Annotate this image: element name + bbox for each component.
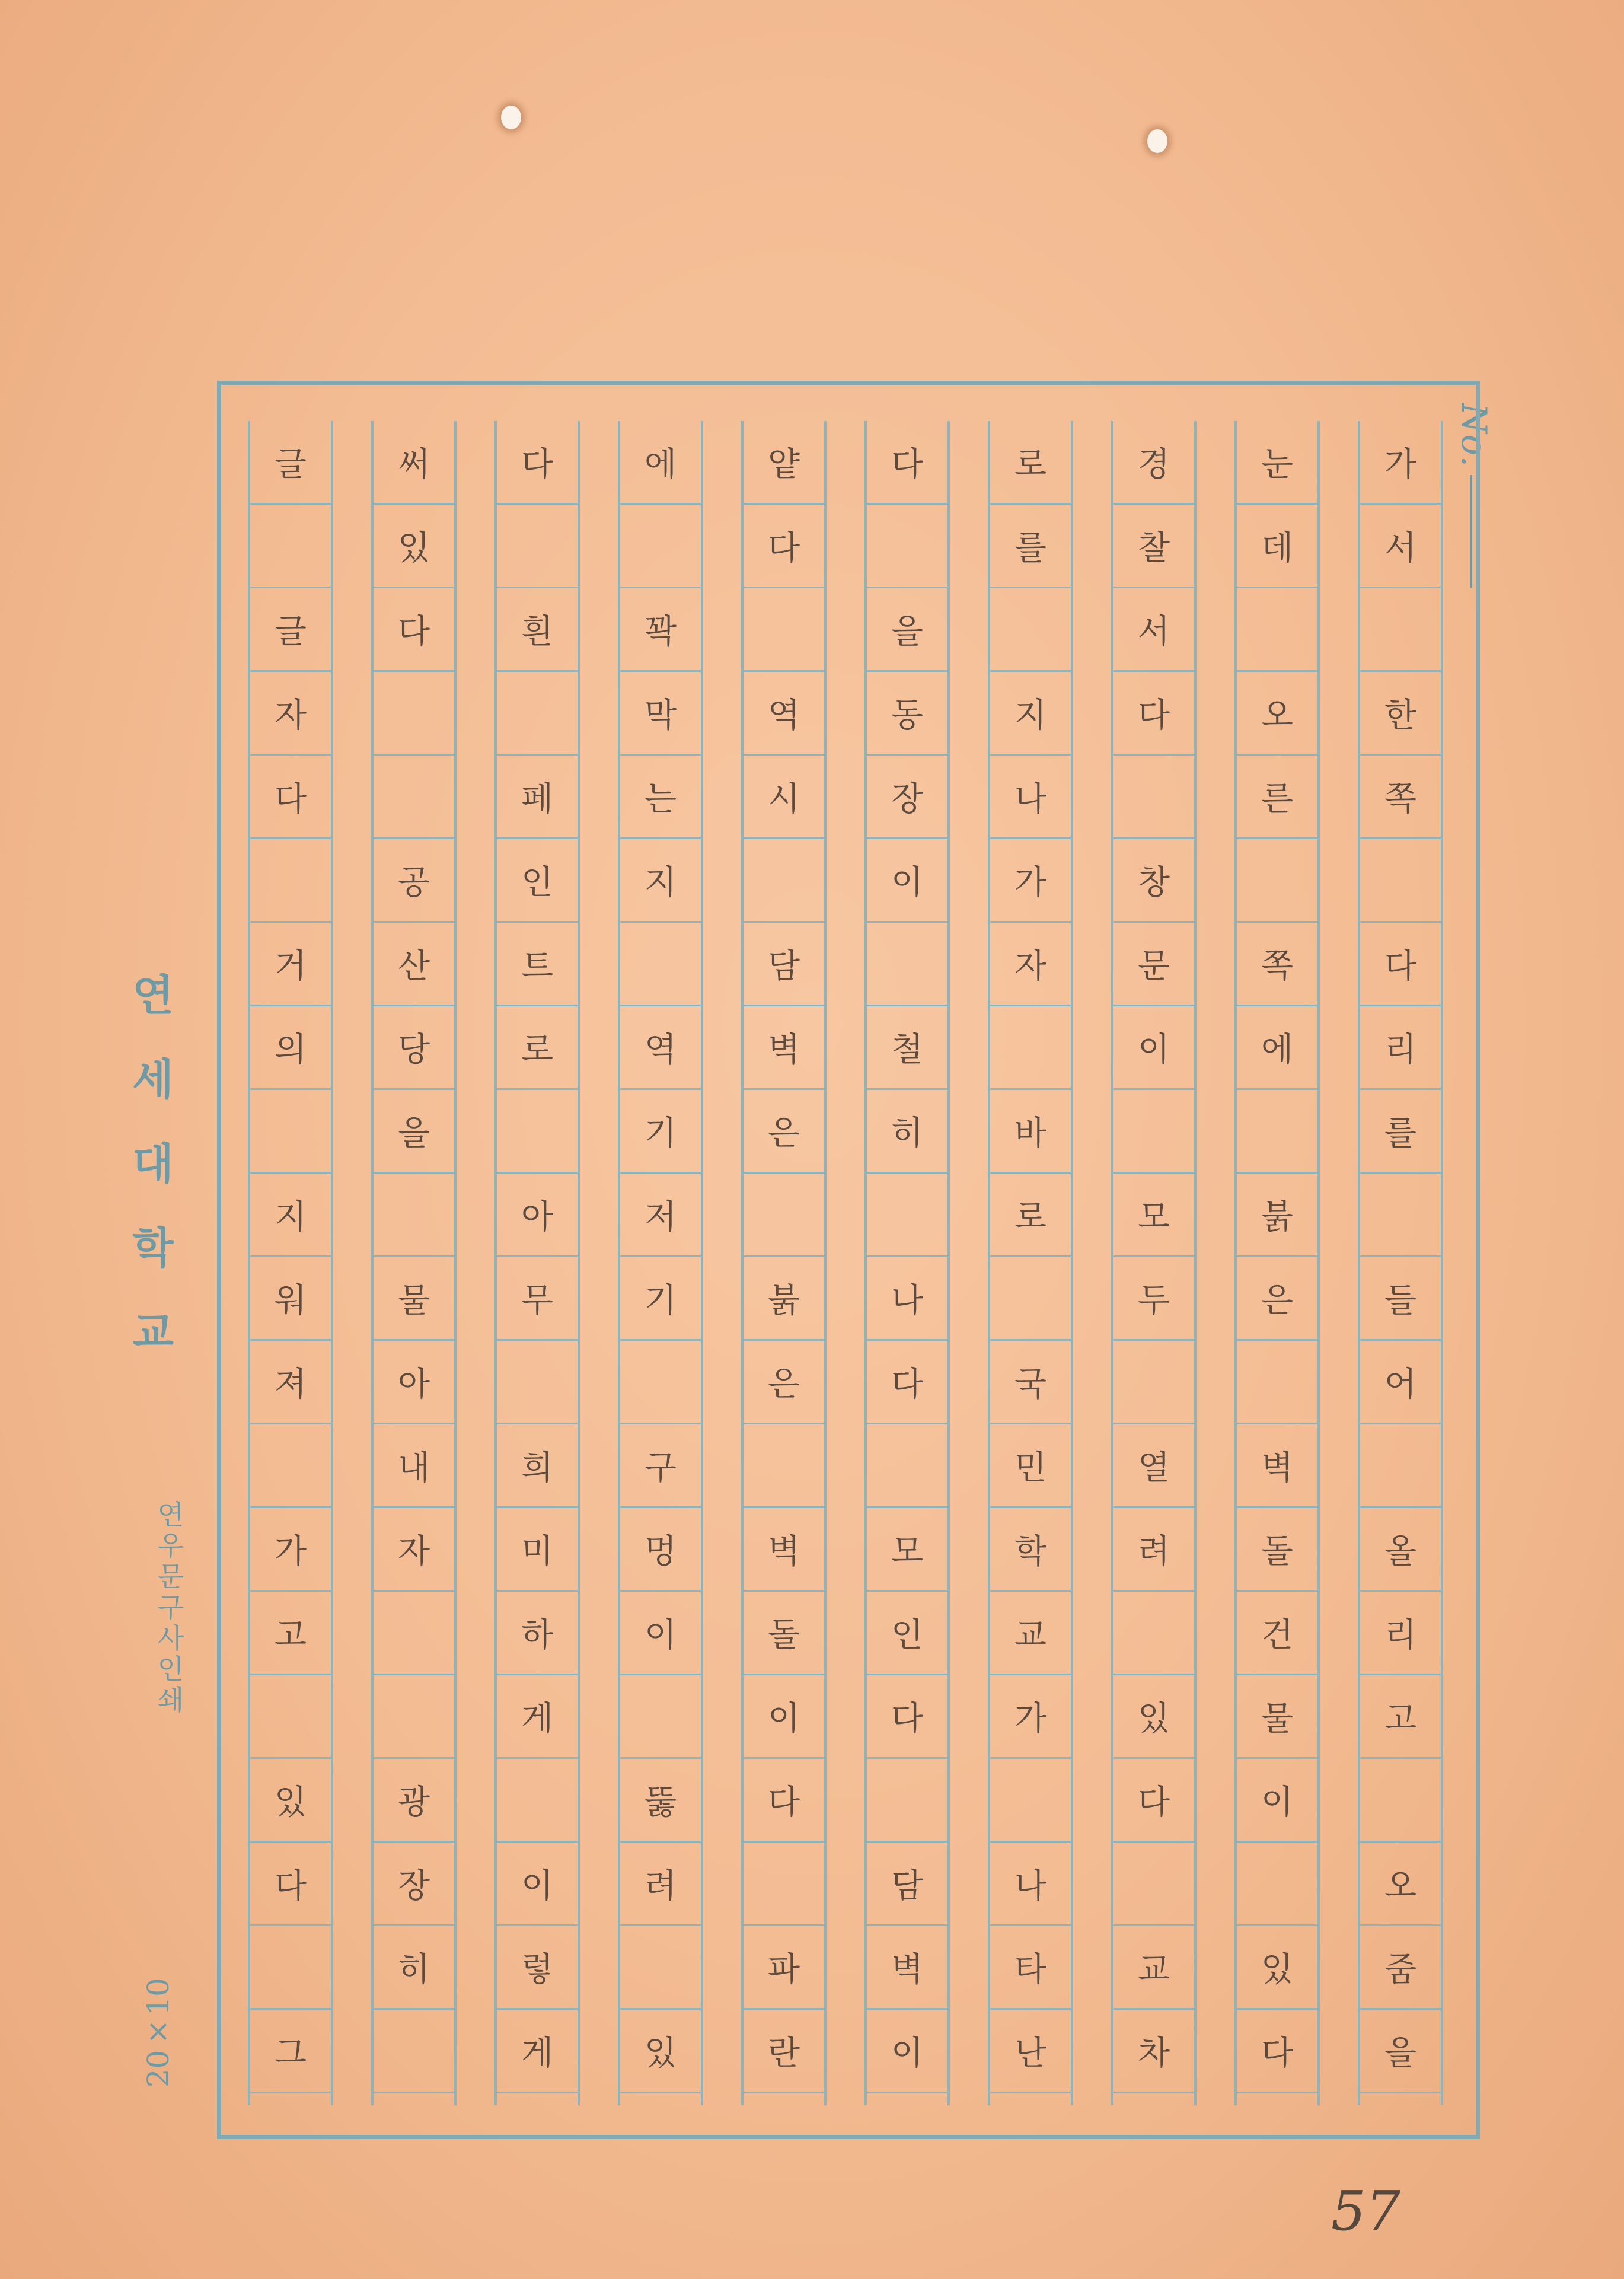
manuscript-cell <box>374 756 454 839</box>
manuscript-cell <box>250 839 331 923</box>
manuscript-cell: 이 <box>1113 1006 1194 1090</box>
manuscript-cell: 붉 <box>1237 1174 1317 1257</box>
manuscript-cell: 국 <box>990 1341 1071 1424</box>
manuscript-cell: 경 <box>1113 421 1194 505</box>
printer-name: 연우문구사인쇄 <box>153 1500 185 1716</box>
manuscript-cell <box>1360 588 1441 672</box>
manuscript-cell <box>250 1090 331 1174</box>
manuscript-column <box>618 421 703 2105</box>
manuscript-cell: 가 <box>990 839 1071 923</box>
manuscript-cell: 있 <box>1113 1675 1194 1759</box>
manuscript-cell: 아 <box>497 1174 578 1257</box>
manuscript-cell: 기 <box>620 1257 701 1341</box>
manuscript-cell: 거 <box>250 923 331 1006</box>
manuscript-cell: 산 <box>374 923 454 1006</box>
page-number: 57 <box>1331 2179 1401 2243</box>
manuscript-cell <box>1360 1424 1441 1508</box>
manuscript-cell: 자 <box>250 672 331 756</box>
manuscript-column <box>248 421 333 2105</box>
manuscript-cell <box>867 1174 947 1257</box>
manuscript-cell: 고 <box>1360 1675 1441 1759</box>
manuscript-cell: 저 <box>620 1174 701 1257</box>
manuscript-cell <box>744 839 824 923</box>
manuscript-cell <box>620 1675 701 1759</box>
manuscript-cell: 담 <box>744 923 824 1006</box>
manuscript-column <box>741 421 827 2105</box>
manuscript-cell <box>497 1090 578 1174</box>
manuscript-cell: 구 <box>620 1424 701 1508</box>
manuscript-cell <box>497 1341 578 1424</box>
manuscript-cell: 붉 <box>744 1257 824 1341</box>
manuscript-cell <box>1237 1341 1317 1424</box>
manuscript-cell: 인 <box>867 1592 947 1675</box>
manuscript-cell: 들 <box>1360 1257 1441 1341</box>
manuscript-cell: 장 <box>374 1843 454 1926</box>
manuscript-cell <box>990 588 1071 672</box>
manuscript-cell: 다 <box>1113 672 1194 756</box>
manuscript-cell <box>1113 1090 1194 1174</box>
manuscript-cell: 두 <box>1113 1257 1194 1341</box>
manuscript-cell: 꽉 <box>620 588 701 672</box>
manuscript-cell: 올 <box>1360 1508 1441 1592</box>
manuscript-column <box>988 421 1073 2105</box>
manuscript-cell: 서 <box>1113 588 1194 672</box>
manuscript-cell: 난 <box>990 2010 1071 2093</box>
manuscript-cell: 다 <box>1360 923 1441 1006</box>
manuscript-cell: 고 <box>250 1592 331 1675</box>
manuscript-cell: 써 <box>374 421 454 505</box>
manuscript-cell: 다 <box>867 1341 947 1424</box>
manuscript-cell: 돌 <box>744 1592 824 1675</box>
manuscript-cell: 시 <box>744 756 824 839</box>
manuscript-cell: 물 <box>1237 1675 1317 1759</box>
manuscript-cell: 이 <box>1237 1759 1317 1843</box>
manuscript-cell: 교 <box>1113 1926 1194 2010</box>
manuscript-cell: 막 <box>620 672 701 756</box>
manuscript-cell: 가 <box>1360 421 1441 505</box>
manuscript-cell <box>497 672 578 756</box>
manuscript-column <box>1358 421 1443 2105</box>
manuscript-cell: 벽 <box>867 1926 947 2010</box>
manuscript-cell: 다 <box>867 1675 947 1759</box>
manuscript-cell <box>250 505 331 588</box>
manuscript-cell: 철 <box>867 1006 947 1090</box>
manuscript-cell: 은 <box>744 1341 824 1424</box>
manuscript-cell <box>744 1424 824 1508</box>
manuscript-cell: 미 <box>497 1508 578 1592</box>
manuscript-cell: 이 <box>744 1675 824 1759</box>
manuscript-cell <box>374 672 454 756</box>
manuscript-cell: 교 <box>990 1592 1071 1675</box>
manuscript-cell: 당 <box>374 1006 454 1090</box>
manuscript-cell <box>250 1926 331 2010</box>
manuscript-cell <box>1113 1843 1194 1926</box>
manuscript-cell: 의 <box>250 1006 331 1090</box>
manuscript-cell: 있 <box>1237 1926 1317 2010</box>
manuscript-cell <box>744 1843 824 1926</box>
manuscript-cell: 게 <box>497 1675 578 1759</box>
manuscript-cell <box>744 1174 824 1257</box>
manuscript-cell: 장 <box>867 756 947 839</box>
manuscript-cell: 데 <box>1237 505 1317 588</box>
manuscript-cell <box>250 1675 331 1759</box>
manuscript-cell <box>250 1424 331 1508</box>
manuscript-cell: 다 <box>497 421 578 505</box>
manuscript-cell: 른 <box>1237 756 1317 839</box>
manuscript-cell: 이 <box>497 1843 578 1926</box>
manuscript-cell <box>1360 1759 1441 1843</box>
manuscript-cell: 려 <box>1113 1508 1194 1592</box>
manuscript-cell: 창 <box>1113 839 1194 923</box>
manuscript-cell: 히 <box>867 1090 947 1174</box>
manuscript-cell: 오 <box>1360 1843 1441 1926</box>
manuscript-cell: 자 <box>374 1508 454 1592</box>
manuscript-cell: 흰 <box>497 588 578 672</box>
manuscript-cell: 지 <box>990 672 1071 756</box>
publisher-name: 연세대학교 <box>125 973 175 1394</box>
grid-size-label: 20×10 <box>141 1978 176 2088</box>
manuscript-cell <box>1237 839 1317 923</box>
manuscript-cell: 희 <box>497 1424 578 1508</box>
manuscript-cell: 을 <box>374 1090 454 1174</box>
manuscript-cell: 타 <box>990 1926 1071 2010</box>
manuscript-cell <box>1113 756 1194 839</box>
manuscript-cell: 한 <box>1360 672 1441 756</box>
manuscript-column <box>1111 421 1197 2105</box>
manuscript-cell: 로 <box>990 1174 1071 1257</box>
manuscript-cell: 려 <box>620 1843 701 1926</box>
manuscript-cell <box>990 1006 1071 1090</box>
manuscript-cell: 무 <box>497 1257 578 1341</box>
manuscript-cell: 나 <box>990 1843 1071 1926</box>
manuscript-cell: 다 <box>1113 1759 1194 1843</box>
manuscript-cell: 리 <box>1360 1006 1441 1090</box>
manuscript-cell: 있 <box>250 1759 331 1843</box>
manuscript-cell: 오 <box>1237 672 1317 756</box>
manuscript-cell: 다 <box>250 756 331 839</box>
manuscript-cell: 쪽 <box>1360 756 1441 839</box>
manuscript-cell: 히 <box>374 1926 454 2010</box>
manuscript-cell: 는 <box>620 756 701 839</box>
manuscript-column <box>494 421 580 2105</box>
manuscript-cell <box>620 1926 701 2010</box>
manuscript-cell <box>1113 1341 1194 1424</box>
manuscript-column <box>371 421 457 2105</box>
manuscript-cell <box>1237 1090 1317 1174</box>
manuscript-cell: 하 <box>497 1592 578 1675</box>
manuscript-cell: 로 <box>497 1006 578 1090</box>
manuscript-cell: 모 <box>1113 1174 1194 1257</box>
manuscript-cell: 리 <box>1360 1592 1441 1675</box>
manuscript-cell: 모 <box>867 1508 947 1592</box>
manuscript-cell: 학 <box>990 1508 1071 1592</box>
manuscript-cell <box>1237 588 1317 672</box>
manuscript-cell: 다 <box>744 505 824 588</box>
manuscript-cell: 돌 <box>1237 1508 1317 1592</box>
manuscript-cell: 에 <box>1237 1006 1317 1090</box>
manuscript-cell: 을 <box>867 588 947 672</box>
manuscript-cell <box>867 1759 947 1843</box>
manuscript-cell <box>744 588 824 672</box>
manuscript-cell: 벽 <box>744 1508 824 1592</box>
manuscript-cell: 다 <box>1237 2010 1317 2093</box>
manuscript-cell: 가 <box>990 1675 1071 1759</box>
manuscript-cell: 다 <box>374 588 454 672</box>
manuscript-cell: 게 <box>497 2010 578 2093</box>
manuscript-cell: 공 <box>374 839 454 923</box>
manuscript-cell: 멍 <box>620 1508 701 1592</box>
manuscript-cell: 이 <box>867 2010 947 2093</box>
manuscript-cell: 워 <box>250 1257 331 1341</box>
manuscript-cell <box>620 505 701 588</box>
manuscript-cell: 다 <box>250 1843 331 1926</box>
manuscript-cell: 역 <box>744 672 824 756</box>
manuscript-cell: 벽 <box>744 1006 824 1090</box>
manuscript-cell: 내 <box>374 1424 454 1508</box>
manuscript-cell: 광 <box>374 1759 454 1843</box>
manuscript-cell <box>867 1424 947 1508</box>
manuscript-cell <box>1237 1843 1317 1926</box>
manuscript-cell <box>1360 839 1441 923</box>
manuscript-cell: 인 <box>497 839 578 923</box>
manuscript-cell: 어 <box>1360 1341 1441 1424</box>
manuscript-cell: 열 <box>1113 1424 1194 1508</box>
manuscript-cell: 페 <box>497 756 578 839</box>
manuscript-cell <box>867 923 947 1006</box>
manuscript-cell: 있 <box>374 505 454 588</box>
manuscript-cell: 역 <box>620 1006 701 1090</box>
manuscript-cell: 문 <box>1113 923 1194 1006</box>
manuscript-cell <box>1360 1174 1441 1257</box>
manuscript-cell: 트 <box>497 923 578 1006</box>
manuscript-cell <box>374 1675 454 1759</box>
manuscript-cell: 가 <box>250 1508 331 1592</box>
manuscript-cell <box>867 505 947 588</box>
manuscript-cell <box>374 2010 454 2093</box>
manuscript-cell: 얕 <box>744 421 824 505</box>
manuscript-cell <box>497 505 578 588</box>
manuscript-cell: 차 <box>1113 2010 1194 2093</box>
manuscript-cell <box>620 923 701 1006</box>
manuscript-cell: 줌 <box>1360 1926 1441 2010</box>
manuscript-cell: 파 <box>744 1926 824 2010</box>
manuscript-cell: 쪽 <box>1237 923 1317 1006</box>
manuscript-cell: 은 <box>744 1090 824 1174</box>
manuscript-cell: 지 <box>620 839 701 923</box>
manuscript-cell <box>497 1759 578 1843</box>
manuscript-cell: 찰 <box>1113 505 1194 588</box>
manuscript-cell <box>374 1174 454 1257</box>
manuscript-cell: 나 <box>867 1257 947 1341</box>
manuscript-cell: 민 <box>990 1424 1071 1508</box>
manuscript-cell <box>620 1341 701 1424</box>
manuscript-cell: 을 <box>1360 2010 1441 2093</box>
no-label: No. <box>1454 403 1494 468</box>
manuscript-cell: 아 <box>374 1341 454 1424</box>
manuscript-cell: 란 <box>744 2010 824 2093</box>
punch-hole <box>501 106 521 129</box>
manuscript-cell <box>990 1759 1071 1843</box>
manuscript-cell: 서 <box>1360 505 1441 588</box>
manuscript-cell: 져 <box>250 1341 331 1424</box>
manuscript-cell: 자 <box>990 923 1071 1006</box>
manuscript-cell: 건 <box>1237 1592 1317 1675</box>
manuscript-cell: 그 <box>250 2010 331 2093</box>
manuscript-cell <box>374 1592 454 1675</box>
manuscript-cell: 이 <box>620 1592 701 1675</box>
manuscript-cell: 담 <box>867 1843 947 1926</box>
manuscript-cell: 글 <box>250 588 331 672</box>
manuscript-cell: 다 <box>744 1759 824 1843</box>
manuscript-cell: 기 <box>620 1090 701 1174</box>
manuscript-cell: 은 <box>1237 1257 1317 1341</box>
manuscript-column <box>864 421 950 2105</box>
manuscript-cell: 벽 <box>1237 1424 1317 1508</box>
manuscript-cell: 를 <box>1360 1090 1441 1174</box>
manuscript-cell: 뚫 <box>620 1759 701 1843</box>
manuscript-cell: 로 <box>990 421 1071 505</box>
manuscript-cell: 나 <box>990 756 1071 839</box>
manuscript-cell: 에 <box>620 421 701 505</box>
manuscript-cell: 글 <box>250 421 331 505</box>
manuscript-cell: 렇 <box>497 1926 578 2010</box>
manuscript-cell: 동 <box>867 672 947 756</box>
manuscript-cell <box>1113 1592 1194 1675</box>
manuscript-cell: 눈 <box>1237 421 1317 505</box>
manuscript-cell: 이 <box>867 839 947 923</box>
manuscript-cell: 바 <box>990 1090 1071 1174</box>
manuscript-cell <box>990 1257 1071 1341</box>
manuscript-cell: 물 <box>374 1257 454 1341</box>
manuscript-cell: 있 <box>620 2010 701 2093</box>
manuscript-cell: 를 <box>990 505 1071 588</box>
manuscript-cell: 다 <box>867 421 947 505</box>
manuscript-column <box>1234 421 1320 2105</box>
punch-hole <box>1147 129 1167 153</box>
manuscript-cell: 지 <box>250 1174 331 1257</box>
